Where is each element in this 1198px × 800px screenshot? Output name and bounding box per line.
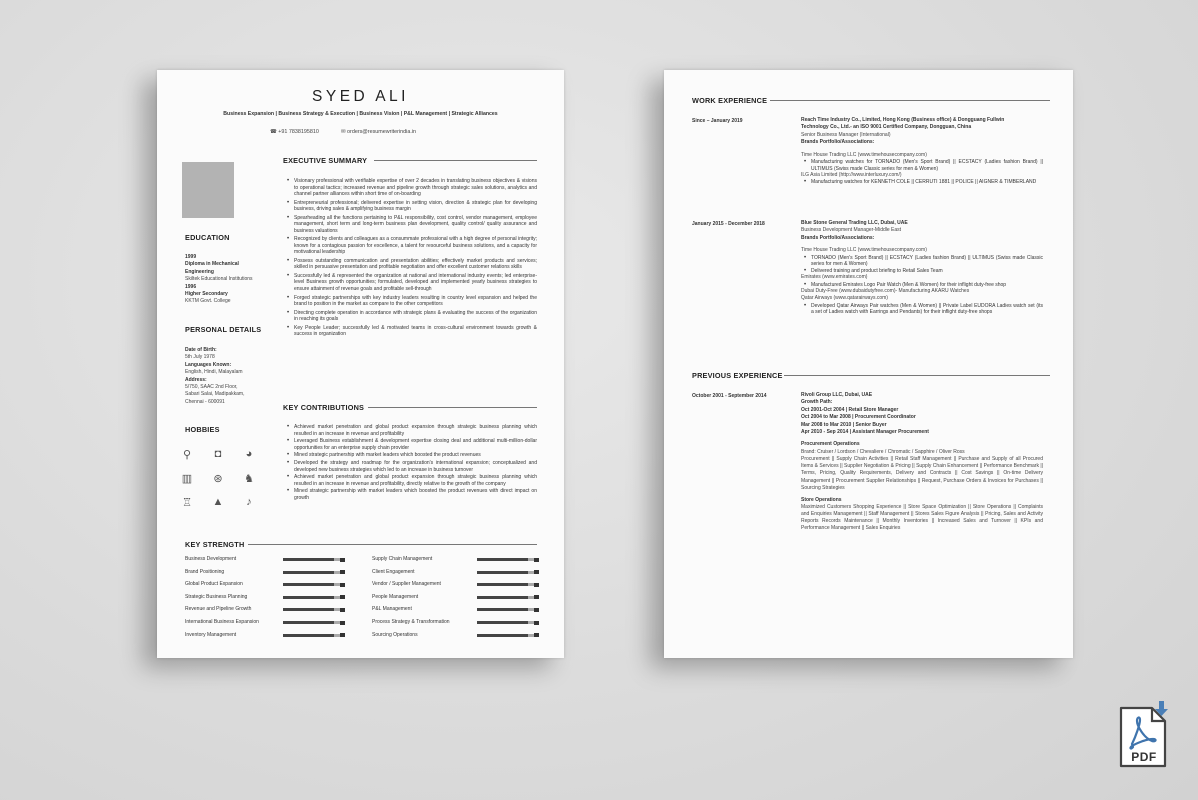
email-icon: ✉ xyxy=(341,129,346,135)
personal-detail-line: English, Hindi, Malayalam xyxy=(185,369,243,376)
education-line: Engineering xyxy=(185,268,214,275)
strength-bar xyxy=(477,621,539,624)
contribution-bullet: • Developed the strategy and roadmap for the organization's international expansion; conceptualized and developed new business strategies which led to an increase in business turnover xyxy=(294,460,537,473)
summary-bullet: • Recognized by clients and colleagues as a consummate professional with a high degree of personal integrity; known for a contagious passion for excellence, a talent for resourceful business solutions, and a capacity for motivational leadership xyxy=(294,236,537,256)
personal-detail-line: 5th July 1978 xyxy=(185,354,215,361)
strength-bar-fill xyxy=(283,583,334,586)
job-line: Time House Trading LLC (www.timehousecompany.com) xyxy=(801,151,927,158)
education-heading: EDUCATION xyxy=(185,233,230,242)
job-heading-line: Brands Portfolio/Associations: xyxy=(801,139,875,146)
personal-detail-line: 5/750, SAAC 2nd Floor, xyxy=(185,384,238,391)
profile-photo-placeholder xyxy=(182,162,234,218)
summary-bullet: • Directing complete operation in accordance with strategic plans & evaluating the success of the organization in reaching its goals xyxy=(294,310,537,323)
personal-detail-line: Chennai - 600091 xyxy=(185,398,225,405)
job-heading-line: Technology Co., Ltd.- an ISO 9001 Certified Company, Dongguan, China xyxy=(801,124,972,131)
email-contact xyxy=(341,129,416,135)
job-heading-line: Oct 2001-Oct 2004 | Retail Store Manager xyxy=(801,406,899,413)
strength-label: International Business Expansion xyxy=(185,619,259,625)
strength-label: Revenue and Pipeline Growth xyxy=(185,606,252,613)
contribution-bullet: • Mined strategic partnership with market leaders which boosted the product revenues with direct impact on growth xyxy=(294,488,537,501)
strength-bar-fill xyxy=(283,558,334,561)
education-details xyxy=(185,254,295,306)
summary-bullet: • Possess outstanding communication and presentation abilities; effectively market products and services; skilled in persuasive presentation and profitable negotiation and offer excellent customer relations skills xyxy=(294,258,537,271)
strength-label: Business Development xyxy=(185,556,237,562)
contribution-bullet: • Leveraged Business establishment & development expertise closing deal and additional multi-million-dollar opportunities for an enterprise supply chain provider xyxy=(294,438,537,451)
strength-bar-cap xyxy=(534,608,539,612)
strength-bar-cap xyxy=(340,570,345,574)
strength-bar-cap xyxy=(340,558,345,562)
strength-label: Brand Positioning xyxy=(185,568,225,575)
job-bullet-list xyxy=(801,303,1043,316)
job-bullet: • Manufacturing watches for KENNETH COLE || CERRUTI 1881 || POLICE || AIGNER & TIMBERLAND xyxy=(811,179,1043,186)
strength-bar-fill xyxy=(477,558,528,561)
summary-bullet: • Successfully led & represented the organization at national and international industry events; led enterprise-level Business growth opportunities; formulated, developed and implemented yearly business strategies to ensure attainment of revenue goals and profitable sell-through xyxy=(294,273,537,293)
job-line: Qatar Airways (www.qatarairways.com) xyxy=(801,295,888,302)
strength-bar-fill xyxy=(477,608,528,611)
job-bullet: • Manufactured Emirates Logo Pair Watch (Men & Women) for their inflight duty-free shop xyxy=(811,282,1043,289)
section-divider xyxy=(784,375,1050,376)
education-line: Skiltek Educational Institutions xyxy=(185,276,253,283)
chess-icon: ♞ xyxy=(244,473,254,485)
job-1-period: Since – January 2019 xyxy=(692,118,743,124)
strength-bar xyxy=(477,634,539,637)
job-line: Business Development Manager-Middle East xyxy=(801,227,902,234)
dance-icon: ⚲ xyxy=(182,449,192,461)
strength-bar-fill xyxy=(477,596,528,599)
strength-label: Global Product Expansion xyxy=(185,581,243,588)
executive-summary-heading: EXECUTIVE SUMMARY xyxy=(283,156,368,165)
job-heading-line: Procurement Operations xyxy=(801,441,860,448)
job-heading-line: Growth Path: xyxy=(801,399,833,406)
strength-bar-fill xyxy=(477,634,528,637)
strength-bar xyxy=(283,596,345,599)
strength-bar-cap xyxy=(534,583,539,587)
job-bullet: • Developed Qatar Airways Pair watches (Men & Women) || Private Label EUDORA Ladies watch set (its a set of Ladies watch with Earrings and Pendants) for their inflight duty-free shops xyxy=(811,303,1043,316)
strength-bar xyxy=(477,608,539,611)
job-bullet: • Delivered training and product briefing to Retail Sales Team xyxy=(811,268,1043,275)
hobbies-heading: HOBBIES xyxy=(185,425,220,434)
job-bullet-list xyxy=(801,255,1043,275)
tagline: Business Expansion | Business Strategy & Execution | Business Vision | P&L Management | Strategic Alliances xyxy=(223,111,498,117)
job-bullet-list xyxy=(801,282,1043,289)
strength-bar-fill xyxy=(477,571,528,574)
summary-bullet: • Forged strategic partnerships with key industry leaders resulting in country level expansion and helped the brand to position in the market as compare to the other competitors xyxy=(294,295,537,308)
job-heading-line: Store Operations xyxy=(801,496,842,503)
strength-bar-fill xyxy=(477,621,528,624)
strength-bar xyxy=(283,634,345,637)
trophy-icon: ♖ xyxy=(182,497,192,509)
section-divider xyxy=(770,100,1050,101)
section-divider xyxy=(368,407,537,408)
strength-bar-cap xyxy=(534,595,539,599)
key-contributions-list xyxy=(285,424,537,503)
section-divider xyxy=(248,544,537,545)
personal-detail-line: Date of Birth: xyxy=(185,347,217,353)
key-strength-heading: KEY STRENGTH xyxy=(185,540,245,549)
job-heading-line: Oct 2004 to Mar 2008 | Procurement Coordinator xyxy=(801,414,916,421)
job-heading-line: Mar 2008 to Mar 2010 | Senior Buyer xyxy=(801,421,887,428)
summary-bullet: • Key People Leader; successfully led & motivated teams in cross-cultural environment towards growth & success in organization xyxy=(294,325,537,338)
summary-bullet: • Visionary professional with verifiable expertise of over 2 decades in translating business objectives & visions to operational tactics; increased revenue and pipeline growth through strategic sales solutions, analytics and channel partner alliances within short time of on-boarding xyxy=(294,178,537,198)
strength-bar-cap xyxy=(340,583,345,587)
strength-bar xyxy=(477,558,539,561)
strength-bar-fill xyxy=(283,596,334,599)
resume-page-1 xyxy=(157,70,564,658)
personal-detail-line: Languages Known: xyxy=(185,361,232,368)
job-heading-line: Apr 2010 - Sep 2014 | Assistant Manager Procurement xyxy=(801,429,929,436)
contribution-bullet: • Achieved market penetration and global product expansion through strategic business planning which resulted in an increase in revenue and profitability, directly relative to the growth of the company xyxy=(294,474,537,487)
strength-label: People Management xyxy=(372,593,419,600)
education-line: Higher Secondary xyxy=(185,291,228,298)
candidate-name: SYED ALI xyxy=(312,88,409,105)
strength-label: Inventory Management xyxy=(185,631,237,638)
job-paragraph: Procurement || Supply Chain Activities || Retail Staff Management || Purchase and Supply of all Procured Items & Services || Supplier Negotiation & Pricing || Supply Chain Enhancement || Performance Benchmark || Terms, Pricing, Quality Requirements, Delivery and Contracts || Cost Savings || On-time Delivery Management || Procurement Supplier Relationships || Request, Purchase Orders & Invoices for Purchases || Sourcing Strategies xyxy=(801,456,1043,491)
pdf-download-badge[interactable] xyxy=(1118,700,1170,770)
strength-bar-cap xyxy=(534,570,539,574)
job-line: Senior Business Manager (International) xyxy=(801,131,891,138)
strength-bar xyxy=(283,608,345,611)
job-line: Dubai Duty-Free (www.dubaidutyfree.com)- Manufacturing AKARU Watches xyxy=(801,288,970,295)
strength-bar-fill xyxy=(283,571,334,574)
strength-bar-fill xyxy=(477,583,528,586)
strength-bar xyxy=(477,583,539,586)
strength-label: Client Engagement xyxy=(372,568,415,575)
job-bullet-list xyxy=(801,159,1043,172)
job-bullet-list xyxy=(801,179,1043,186)
education-line: 1996 xyxy=(185,283,197,290)
strength-bar xyxy=(283,583,345,586)
pdf-label: PDF xyxy=(1131,750,1157,764)
job-heading-line: Blue Stone General Trading LLC, Dubai, UAE xyxy=(801,220,908,226)
books-icon: ▥ xyxy=(181,473,193,485)
strength-bar xyxy=(477,571,539,574)
job-line: Emirates (www.emirates.com) xyxy=(801,274,868,281)
strength-label: Supply Chain Management xyxy=(372,556,433,562)
strength-bar-cap xyxy=(534,558,539,562)
key-contributions-heading: KEY CONTRIBUTIONS xyxy=(283,403,365,412)
job-line: Brand: Cruiser / Lordson / Chevaliere / Chromatic / Sapphire / Oliver Ross xyxy=(801,448,965,455)
job-bullet: • Manufacturing watches for TORNADO (Men's Sport Brand) || ECSTACY (Ladies fashion Brand) || ULTIMUS (Swiss made Classic series for men & Women) xyxy=(811,159,1043,172)
previous-job-details xyxy=(801,392,1043,533)
summary-bullet: • Spearheading all the functions pertaining to P&L responsibility, cost control, vendor management, employee management, short term and long-term business plan development, quality control/ quality assurance and business valuations xyxy=(294,215,537,235)
strength-bar-cap xyxy=(340,633,345,637)
strength-label: Process Strategy & Transformation xyxy=(372,619,450,625)
strength-label: Vendor / Supplier Management xyxy=(372,581,441,588)
strength-bar xyxy=(283,571,345,574)
education-line: KKTM Govt. College xyxy=(185,298,231,305)
phone-number: +91 7838195810 xyxy=(278,129,319,135)
email-address: orders@resumewriterindia.in xyxy=(347,129,417,135)
contribution-bullet: • Achieved market penetration and global product expansion through strategic business planning which resulted in an increase in revenue and profitability xyxy=(294,424,537,437)
strength-bar-fill xyxy=(283,634,334,637)
job-heading-line: Brands Portfolio/Associations: xyxy=(801,234,875,241)
camera-icon: ◘ xyxy=(214,448,222,460)
personal-details-heading: PERSONAL DETAILS xyxy=(185,325,262,334)
strength-bar-cap xyxy=(534,621,539,625)
resume-page-2 xyxy=(664,70,1073,658)
personal-details xyxy=(185,347,295,406)
gamepad-icon: ⊛ xyxy=(213,473,223,485)
paint-palette-icon: ◕ xyxy=(245,448,253,460)
previous-job-period: October 2001 - September 2014 xyxy=(692,393,767,399)
key-strength-grid xyxy=(157,556,564,651)
strength-bar xyxy=(283,621,345,624)
summary-bullet: • Entrepreneurial professional; delivered expertise in setting vision, direction & strategic plan for developing business, driving sales & amplifying business margin xyxy=(294,200,537,213)
contribution-bullet: • Mined strategic partnership with market leaders which boosted the product revenues xyxy=(294,452,537,459)
strength-label: Strategic Business Planning xyxy=(185,593,248,600)
strength-bar-fill xyxy=(283,608,334,611)
job-2-details xyxy=(801,220,1043,316)
phone-icon: ☎ xyxy=(270,129,277,135)
education-line: 1999 xyxy=(185,254,197,260)
personal-detail-line: Address: xyxy=(185,376,207,383)
personal-detail-line: Sabari Salai, Madipakkam, xyxy=(185,391,245,398)
job-1-details xyxy=(801,117,1043,186)
job-paragraph: Maximized Customers Shopping Experience || Store Space Optimization || Store Operations || Complaints and Enquiries Management || Staff Management || Stores Sales Figure Analysis || Pricing, Sales and Activity Reports Records Maintenance || Monthly Inventories || Increased Sales and Turnover || KPIs and Performance Management || Sales Enquiries xyxy=(801,504,1043,532)
strength-label: P&L Management xyxy=(372,606,412,613)
strength-bar-cap xyxy=(340,595,345,599)
section-divider xyxy=(374,160,537,161)
job-heading-line: Rivoli Group LLC, Dubai, UAE xyxy=(801,392,873,398)
education-line: Diploma in Mechanical xyxy=(185,261,239,268)
strength-bar-fill xyxy=(283,621,334,624)
job-line: ILG Asia Limited (http://www.interluxury.com/) xyxy=(801,172,902,179)
previous-experience-heading: PREVIOUS EXPERIENCE xyxy=(692,371,783,380)
work-experience-heading: WORK EXPERIENCE xyxy=(692,96,768,105)
job-line: Time House Trading LLC (www.timehousecompany.com) xyxy=(801,247,927,254)
strength-bar xyxy=(283,558,345,561)
job-heading-line: Reach Time Industry Co., Limited, Hong Kong (Business office) & Dongguang Fullwin xyxy=(801,117,1005,123)
hobbies-icons xyxy=(179,448,269,518)
executive-summary-list xyxy=(285,178,537,340)
phone-contact xyxy=(270,129,319,135)
strength-bar xyxy=(477,596,539,599)
strength-bar-cap xyxy=(340,621,345,625)
music-note-icon: ♪ xyxy=(246,496,252,508)
strength-label: Sourcing Operations xyxy=(372,631,418,638)
mountains-icon: ▲ xyxy=(212,496,224,508)
strength-bar-cap xyxy=(534,633,539,637)
strength-bar-cap xyxy=(340,608,345,612)
job-bullet: • TORNADO (Men's Sport Brand) || ECSTACY (Ladies fashion Brand) || ULTIMUS (Swiss made Classic series for men & Women) xyxy=(811,255,1043,268)
job-2-period: January 2015 - December 2018 xyxy=(692,221,765,227)
